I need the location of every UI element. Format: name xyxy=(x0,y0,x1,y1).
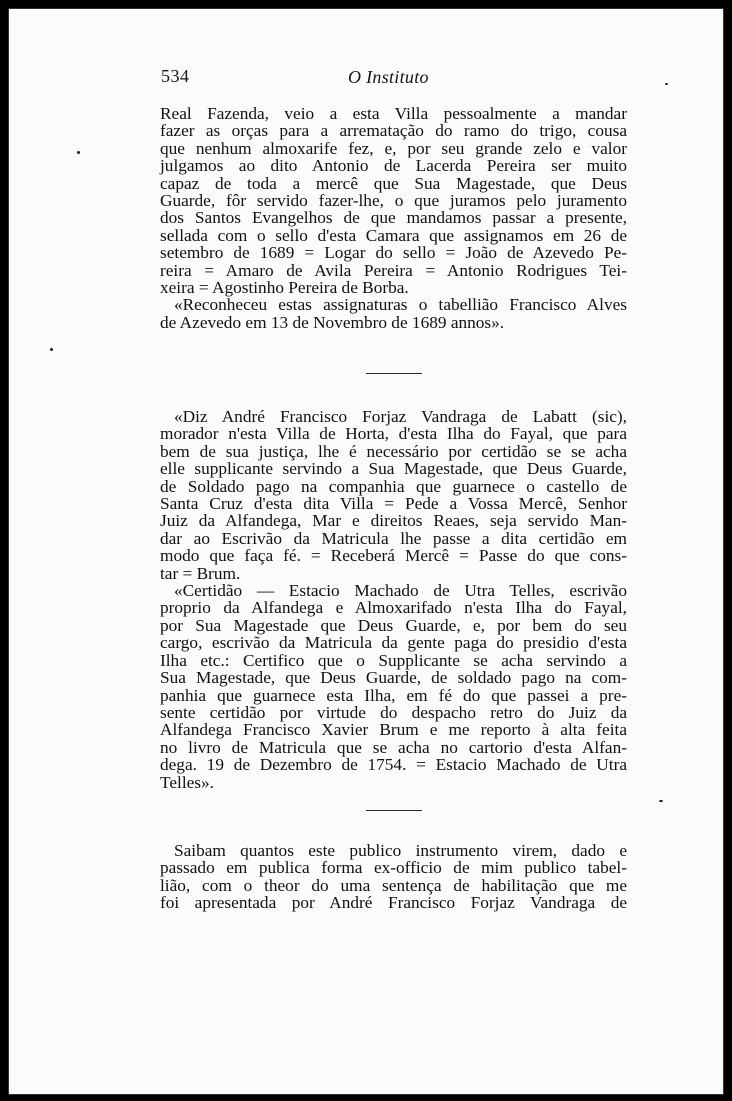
text-line: «Diz André Francisco Forjaz Vandraga de Labatt (sic), xyxy=(174,407,627,426)
text-line: cargo, escrivão da Matricula da gente paga do presidio d'esta xyxy=(160,633,627,653)
text-line: Saibam quantos este publico instrumento virem, dado e xyxy=(174,841,627,860)
page-number: 534 xyxy=(161,66,190,86)
text-line: panhia que guarnece esta Ilha, em fé do que passei a pre- xyxy=(160,685,627,705)
text-line: passado em publica forma ex-officio de mim publico tabel- xyxy=(160,858,627,878)
text-line: de Soldado pago na companhia que guarnece o castello de xyxy=(160,476,627,496)
text-line: tar = Brum. xyxy=(160,563,241,583)
text-line: julgamos ao dito Antonio de Lacerda Pereira ser muito xyxy=(160,156,627,176)
book-page xyxy=(8,8,724,1095)
text-line: que nenhum almoxarife fez, e, por seu grande zelo e valor xyxy=(160,138,627,158)
scan-speck xyxy=(665,83,668,85)
text-block-3 xyxy=(160,842,627,912)
text-line: lião, com o theor do uma sentença de habilitação que me xyxy=(160,875,627,895)
text-line: fazer as orças para a arrematação do ramo do trigo, cousa xyxy=(160,121,627,141)
text-line: setembro de 1689 = Logar do sello = João de Azevedo Pe- xyxy=(160,243,627,263)
scan-speck xyxy=(77,151,80,154)
text-line: Ilha etc.: Certifico que o Supplicante se acha servindo a xyxy=(160,650,627,670)
text-line: proprio da Alfandega e Almoxarifado n'esta Ilha do Fayal, xyxy=(160,598,627,618)
text-line: foi apresentada por André Francisco Forjaz Vandraga de xyxy=(160,893,627,913)
text-line: Alfandega Francisco Xavier Brum e me reporto à alta feita xyxy=(160,720,627,740)
text-line: «Certidão — Estacio Machado de Utra Telles, escrivão xyxy=(174,581,627,601)
text-line: Juiz da Alfandega, Mar e direitos Reaes, seja servido Man- xyxy=(160,511,627,531)
text-line: no livro de Matricula que se acha no cartorio d'esta Alfan- xyxy=(160,737,627,757)
text-line: sellada com o sello d'esta Camara que assignamos em 26 de xyxy=(160,225,627,245)
text-line: capaz de toda a mercê que Sua Magestade, que Deus xyxy=(160,173,627,193)
scan-speck xyxy=(50,348,53,351)
text-line: bem de sua justiça, lhe é necessário por certidão se se acha xyxy=(160,441,627,461)
text-line: dar ao Escrivão da Matricula lhe passe a dita certidão em xyxy=(160,528,627,548)
section-divider xyxy=(366,810,422,811)
page-header xyxy=(8,66,724,92)
text-line: Sua Magestade, que Deus Guarde, de soldado pago na com- xyxy=(160,668,627,688)
section-divider xyxy=(366,373,422,374)
text-line: Guarde, fôr servido fazer-lhe, o que juramos pelo juramento xyxy=(160,191,627,211)
text-line: dega. 19 de Dezembro de 1754. = Estacio Machado de Utra xyxy=(160,755,627,775)
text-line: por Sua Magestade que Deus Guarde, e, por bem do seu xyxy=(160,615,627,635)
text-line: xeira = Agostinho Pereira de Borba. xyxy=(160,278,409,298)
text-line: Santa Cruz d'esta dita Villa = Pede a Vossa Mercê, Senhor xyxy=(160,494,627,514)
text-block-2 xyxy=(160,408,627,791)
text-line: sente certidão por virtude do despacho retro do Juiz da xyxy=(160,702,627,722)
running-title: O Instituto xyxy=(348,67,429,87)
text-line: «Reconheceu estas assignaturas o tabellião Francisco Alves xyxy=(174,295,627,315)
text-line: Real Fazenda, veio a esta Villa pessoalmente a mandar xyxy=(160,104,627,123)
text-line: de Azevedo em 13 de Novembro de 1689 annos». xyxy=(160,312,505,332)
text-line: elle supplicante servindo a Sua Magestade, que Deus Guarde, xyxy=(160,459,627,479)
text-line: dos Santos Evangelhos de que mandamos passar a presente, xyxy=(160,208,627,228)
scan-speck xyxy=(659,800,663,802)
text-line: morador n'esta Villa de Horta, d'esta Ilha do Fayal, que para xyxy=(160,424,627,444)
text-line: modo que faça fé. = Receberá Mercê = Passe do que cons- xyxy=(160,546,627,566)
text-block-1 xyxy=(160,105,627,331)
text-line: Telles». xyxy=(160,772,214,792)
text-line: reira = Amaro de Avila Pereira = Antonio Rodrigues Tei- xyxy=(160,260,627,280)
